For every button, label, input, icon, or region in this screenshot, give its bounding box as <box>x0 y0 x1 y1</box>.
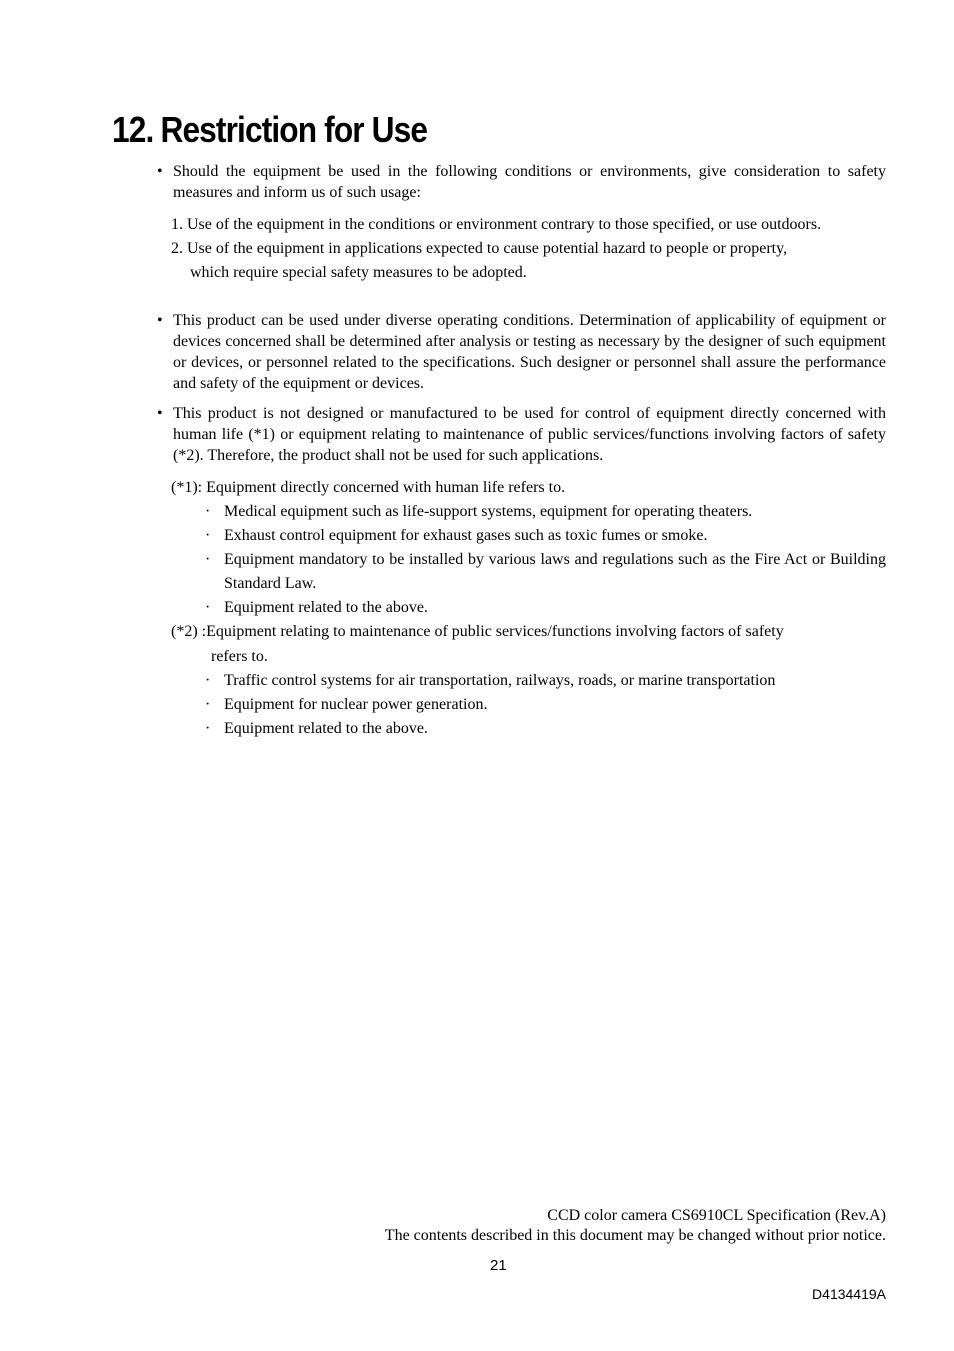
note2-item: Equipment for nuclear power generation. <box>224 696 488 713</box>
note1-item: Equipment related to the above. <box>224 599 428 616</box>
note2-heading: (*2) :Equipment relating to maintenance of public services/functions involving factors of safety <box>171 623 784 640</box>
note1-item: Medical equipment such as life-support systems, equipment for operating theaters. <box>224 503 753 520</box>
note1-item: Equipment mandatory to be installed by various laws and regulations such as the Fire Act or Building Standard Law. <box>224 551 886 592</box>
subitem-dot-icon: · <box>205 551 211 568</box>
footer-notice: The contents described in this document may be changed without prior notice. <box>384 1227 886 1244</box>
list-item-continuation: which require special safety measures to be adopted. <box>190 264 527 281</box>
footer-document-title: CCD color camera CS6910CL Specification (Rev.A) <box>547 1207 886 1224</box>
section-number: 12. <box>112 109 154 150</box>
section-heading <box>112 106 427 154</box>
paragraph-not-designed: This product is not designed or manufactured to be used for control of equipment directly concerned with human life (*1) or equipment relating to maintenance of public services/functions involving factors of safety (*2). Therefore, the product shall not be used for such applications. <box>173 405 886 464</box>
list-item: 1. Use of the equipment in the conditions or environment contrary to those specified, or use outdoors. <box>171 216 822 233</box>
note2-item: Equipment related to the above. <box>224 720 428 737</box>
note2-item: Traffic control systems for air transportation, railways, roads, or marine transportation <box>224 672 776 689</box>
note2-heading-continuation: refers to. <box>211 648 268 665</box>
subitem-dot-icon: · <box>205 527 211 544</box>
subitem-dot-icon: · <box>205 720 211 737</box>
note1-heading: (*1): Equipment directly concerned with human life refers to. <box>171 479 566 496</box>
document-code: D4134419A <box>812 1286 886 1302</box>
bullet-icon: • <box>157 405 163 422</box>
paragraph-operating-conditions: This product can be used under diverse operating conditions. Determination of applicability of equipment or devices concerned shall be determined after analysis or testing as necessary by the designer of such equipment or devices, or personnel related to the specifications. Such designer or personnel shall assure the performance and safety of the equipment or devices. <box>173 312 886 392</box>
subitem-dot-icon: · <box>205 672 211 689</box>
note1-item: Exhaust control equipment for exhaust gases such as toxic fumes or smoke. <box>224 527 708 544</box>
bullet-icon: • <box>157 312 163 329</box>
page-number: 21 <box>490 1257 507 1274</box>
list-item: 2. Use of the equipment in applications expected to cause potential hazard to people or property, <box>171 240 788 257</box>
subitem-dot-icon: · <box>205 696 211 713</box>
subitem-dot-icon: · <box>205 599 211 616</box>
section-title: Restriction for Use <box>160 109 428 150</box>
subitem-dot-icon: · <box>205 503 211 520</box>
paragraph-safety-usage: Should the equipment be used in the following conditions or environments, give consideration to safety measures and inform us of such usage: <box>173 163 886 201</box>
bullet-icon: • <box>157 163 163 180</box>
